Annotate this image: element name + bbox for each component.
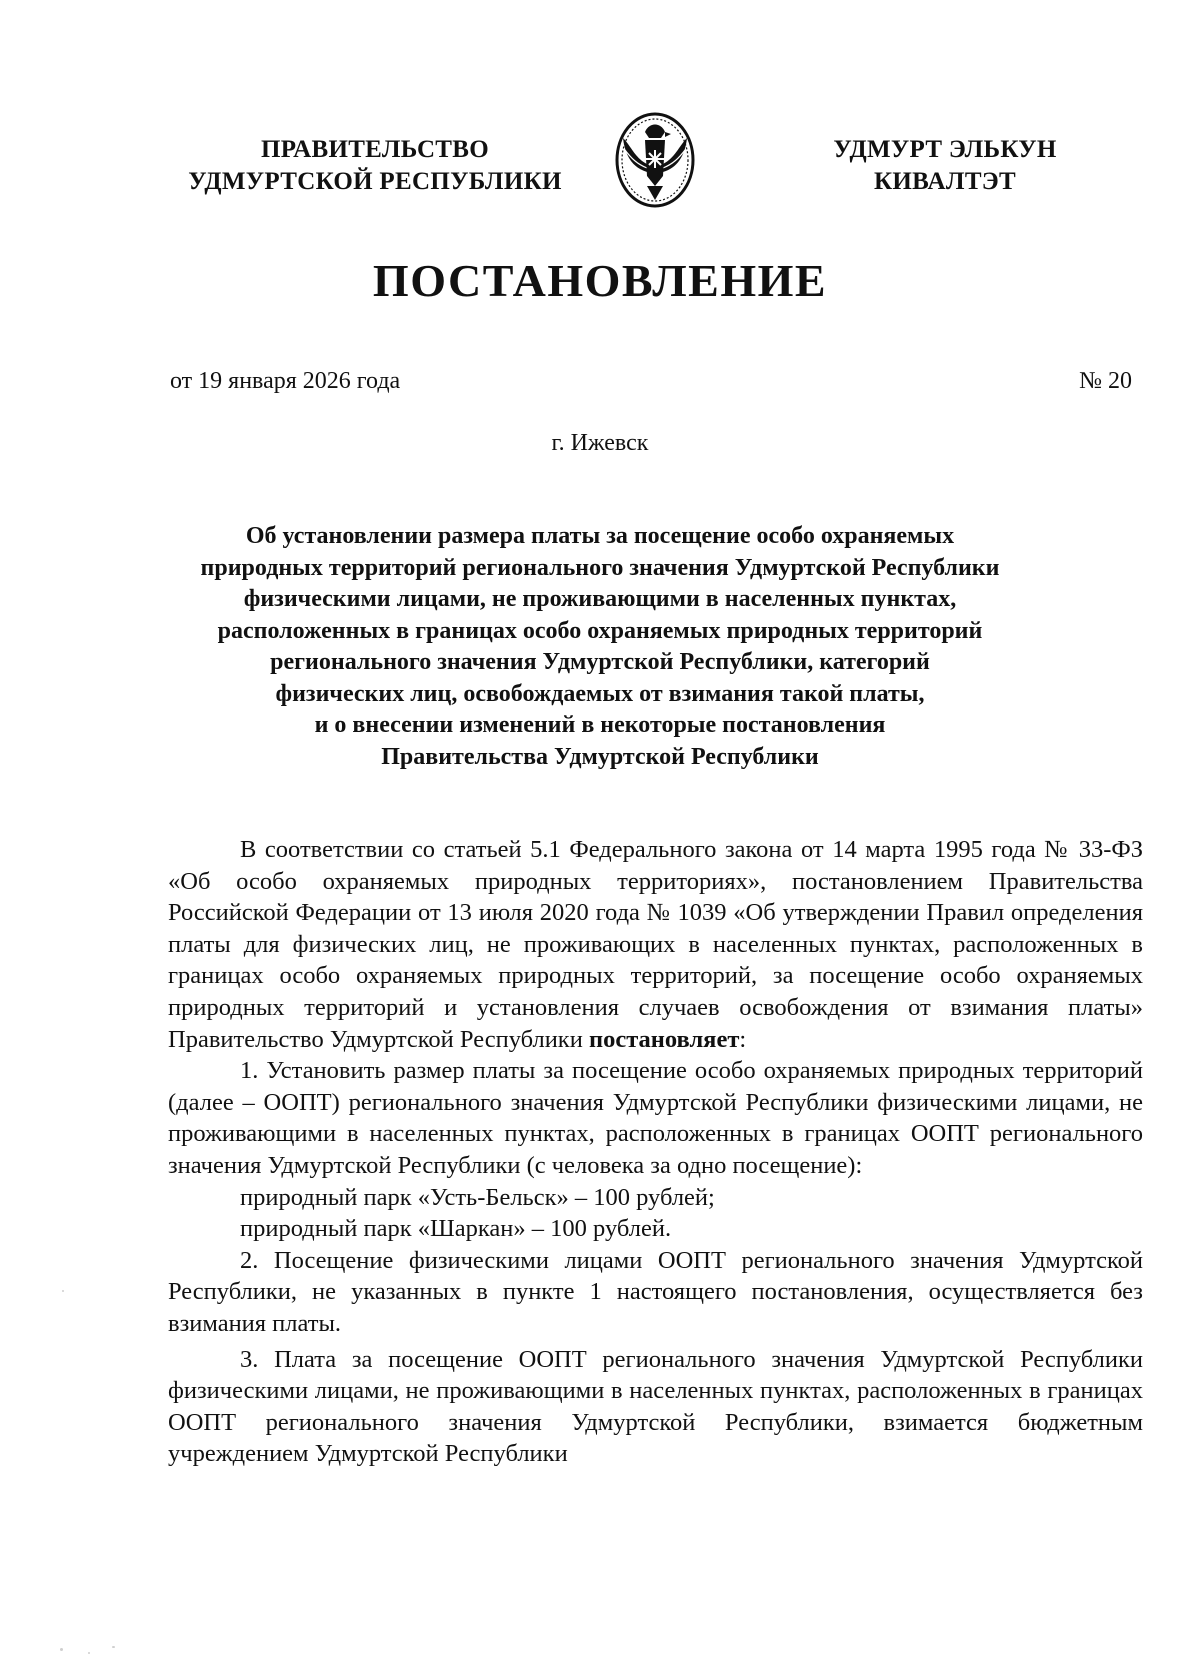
preamble-paragraph bbox=[168, 834, 1143, 1055]
paragraph-3: 3. Плата за посещение ООПТ регионального значения Удмуртской Республики физическими лицами, не проживающими в населенных пунктах, расположенных в границах ООПТ регионального значения Удмуртской Республики, взимается бюджетным учреждением Удмуртской Республики bbox=[168, 1345, 1143, 1468]
paragraph-1: 1. Установить размер платы за посещение особо охраняемых природных территорий (далее – ООПТ) регионального значения Удмуртской Республики физическими лицами, не проживающими в населенных пунктах, расположенных в границах ООПТ регионального значения Удмуртской Республики (с человека за одно посещение): bbox=[168, 1057, 1143, 1179]
issuer-name-udmurt bbox=[800, 134, 1090, 198]
title-line: регионального значения Удмуртской Республики, категорий bbox=[270, 649, 930, 675]
paragraph-1-item-1: природный парк «Усть-Бельск» – 100 рублей; bbox=[240, 1183, 715, 1211]
preamble-keyword: постановляет bbox=[588, 1025, 740, 1053]
document-body bbox=[168, 834, 1143, 1470]
document-date: от 19 января 2026 года bbox=[170, 368, 401, 394]
issuer-udmurt-line-1: УДМУРТ ЭЛЬКУН bbox=[833, 136, 1057, 163]
document-number: № 20 bbox=[1079, 368, 1132, 394]
title-line: физическими лицами, не проживающими в населенных пунктах, bbox=[243, 586, 957, 612]
scan-speck bbox=[112, 1646, 115, 1648]
document-type-heading: ПОСТАНОВЛЕНИЕ bbox=[372, 255, 828, 306]
title-line: расположенных в границах особо охраняемых природных территорий bbox=[217, 617, 983, 644]
issuer-line-1: ПРАВИТЕЛЬСТВО bbox=[261, 136, 489, 163]
title-line: и о внесении изменений в некоторые постановления bbox=[314, 712, 886, 738]
scan-speck bbox=[88, 1652, 90, 1654]
title-line: физических лиц, освобождаемых от взимания такой платы, bbox=[275, 680, 925, 707]
coat-of-arms-icon bbox=[613, 110, 697, 210]
document-city: г. Ижевск bbox=[551, 430, 649, 456]
issuer-line-2: УДМУРТСКОЙ РЕСПУБЛИКИ bbox=[188, 168, 562, 195]
preamble-text: В соответствии со статьей 5.1 Федерального закона от 14 марта 1995 года № 33-ФЗ «Об особо охраняемых природных территориях», постановлением Правительства Российской Федерации от 13 июля 2020 года № 1039 «Об утверждении Правил определения платы для физических лиц, не проживающих в населенных пунктах, расположенных в границах особо охраняемых природных территорий, за посещение особо охраняемых природных территорий и установления случаев освобождения от взимания платы» Правительство Удмуртской Республики bbox=[168, 836, 1143, 1053]
scan-speck bbox=[62, 1290, 64, 1292]
issuer-name-russian bbox=[175, 134, 575, 198]
title-line: природных территорий регионального значения Удмуртской Республики bbox=[200, 554, 1000, 581]
title-line: Правительства Удмуртской Республики bbox=[381, 743, 819, 770]
scan-speck bbox=[60, 1648, 63, 1651]
document-title bbox=[150, 521, 1050, 773]
paragraph-2: 2. Посещение физическими лицами ООПТ регионального значения Удмуртской Республики, не указанных в пункте 1 настоящего постановления, осуществляется без взимания платы. bbox=[168, 1246, 1143, 1337]
paragraph-1-item-2: природный парк «Шаркан» – 100 рублей. bbox=[240, 1215, 672, 1243]
title-line: Об установлении размера платы за посещение особо охраняемых bbox=[245, 523, 955, 549]
issuer-udmurt-line-2: КИВАЛТЭТ bbox=[873, 168, 1017, 195]
preamble-colon: : bbox=[739, 1025, 747, 1053]
